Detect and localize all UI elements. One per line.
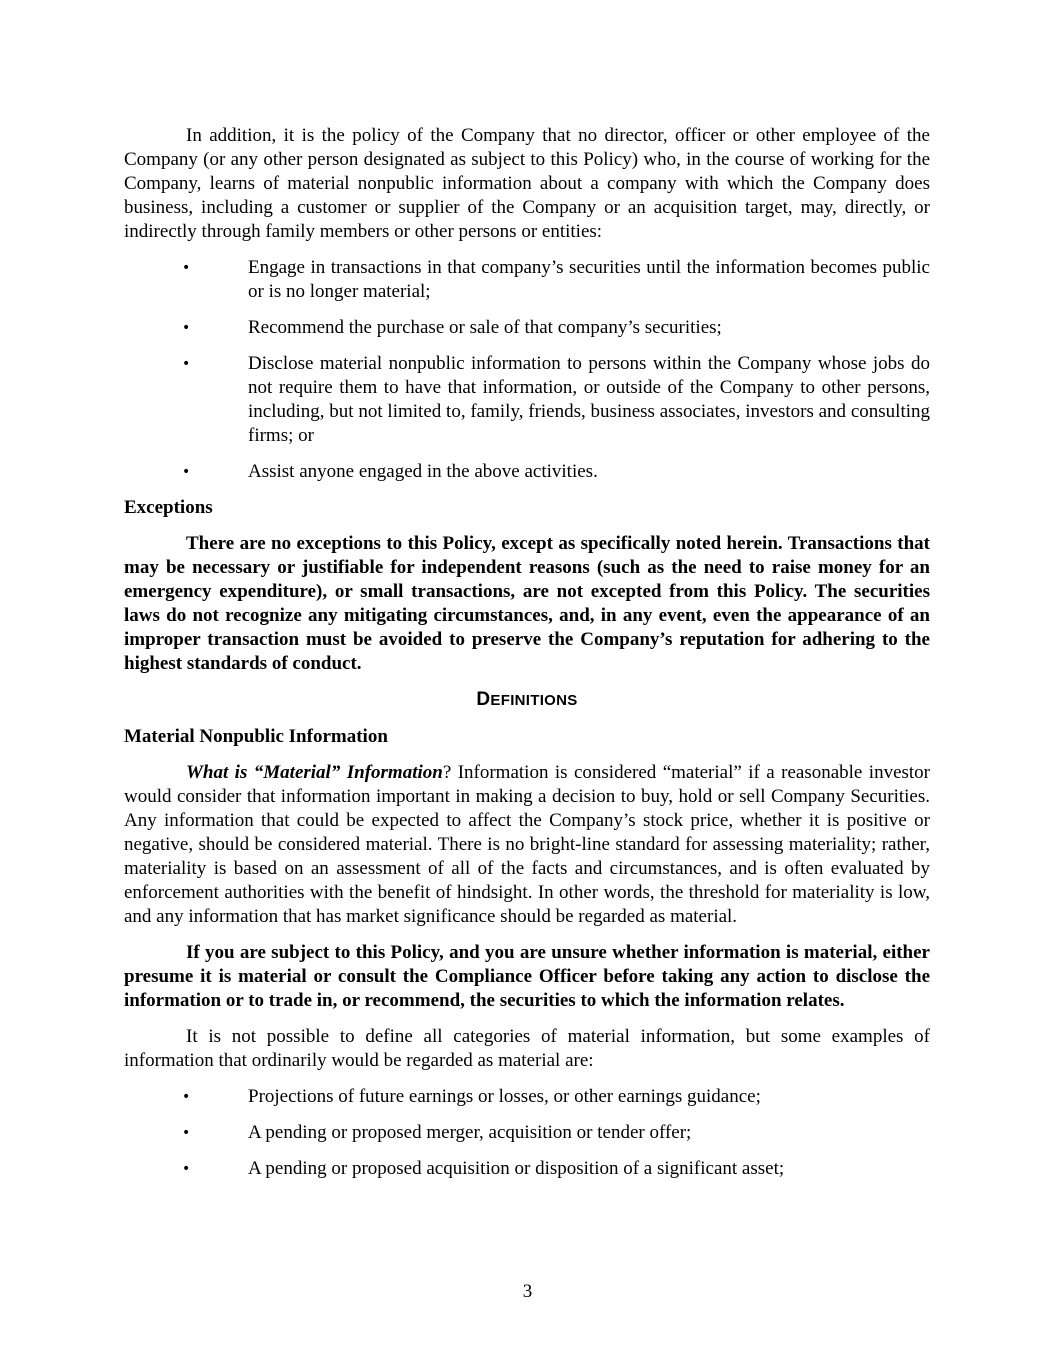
material-examples-list: [124, 1085, 930, 1181]
exceptions-paragraph: There are no exceptions to this Policy, except as specifically noted herein. Transactions that may be necessary or justifiable for independent reasons (such as the need to raise money for an emergency expenditure), or small transactions, are not excepted from this Policy. The securities laws do not recognize any mitigating circumstances, and, in any event, even the appearance of an improper transaction must be avoided to preserve the Company’s reputation for adhering to the highest standards of conduct.: [124, 533, 930, 674]
list-item: [124, 256, 930, 304]
bullet-icon: •: [182, 1125, 191, 1141]
intro-paragraph: In addition, it is the policy of the Company that no director, officer or other employee of the Company (or any other person designated as subject to this Policy) who, in the course of working for the Company, learns of material nonpublic information about a company with which the Company does business, including a customer or supplier of the Company or an acquisition target, may, directly, or indirectly through family members or other persons or entities:: [124, 125, 930, 242]
list-item-text: A pending or proposed acquisition or disposition of a significant asset;: [248, 1158, 785, 1179]
unsure-warning-paragraph: If you are subject to this Policy, and you are unsure whether information is material, either presume it is material or consult the Compliance Officer before taking any action to disclose the information or to trade in, or recommend, the securities to which the information relates.: [124, 942, 930, 1011]
list-item-text: A pending or proposed merger, acquisition or tender offer;: [248, 1122, 692, 1143]
exceptions-heading: Exceptions: [124, 497, 213, 518]
list-item: [124, 316, 930, 340]
list-item: [124, 1157, 930, 1181]
list-item-text: Engage in transactions in that company’s securities until the information becomes public or is no longer material;: [248, 257, 930, 302]
material-definition-paragraph: [124, 761, 930, 929]
material-nonpublic-subheading: Material Nonpublic Information: [124, 726, 388, 747]
definitions-title-initial: D: [476, 689, 491, 710]
prohibited-activities-list: [124, 256, 930, 484]
list-item: [124, 460, 930, 484]
document-page: [124, 124, 930, 1193]
list-item-text: Assist anyone engaged in the above activities.: [248, 461, 598, 482]
examples-intro-paragraph: It is not possible to define all categories of material information, but some examples of information that ordinarily would be regarded as material are:: [124, 1026, 930, 1071]
list-item-text: Recommend the purchase or sale of that company’s securities;: [248, 317, 722, 338]
list-item-text: Projections of future earnings or losses, or other earnings guidance;: [248, 1086, 761, 1107]
list-item: [124, 1085, 930, 1109]
list-item: [124, 352, 930, 448]
list-item-text: Disclose material nonpublic information to persons within the Company whose jobs do not require them to have that information, or outside of the Company to other persons, including, but not limited to, family, friends, business associates, investors and consulting firms; or: [248, 353, 930, 446]
bullet-icon: •: [182, 1161, 191, 1177]
bullet-icon: •: [182, 356, 191, 372]
bullet-icon: •: [182, 1089, 191, 1105]
material-definition-lead: What is “Material” Information: [186, 762, 443, 783]
list-item: [124, 1121, 930, 1145]
definitions-title-rest: EFINITIONS: [490, 692, 578, 709]
page-number: 3: [522, 1281, 533, 1302]
material-definition-body: ? Information is considered “material” if a reasonable investor would consider that information important in making a decision to buy, hold or sell Company Securities. Any information that could be expected to affect the Company’s stock price, whether it is positive or negative, should be considered material. There is no bright-line standard for assessing materiality; rather, materiality is based on an assessment of all of the facts and circumstances, and is often evaluated by enforcement authorities with the benefit of hindsight. In other words, the threshold for materiality is low, and any information that has market significance should be regarded as material.: [124, 762, 931, 927]
bullet-icon: •: [182, 464, 191, 480]
bullet-icon: •: [182, 320, 191, 336]
bullet-icon: •: [182, 260, 191, 276]
definitions-section-title: [124, 688, 930, 713]
